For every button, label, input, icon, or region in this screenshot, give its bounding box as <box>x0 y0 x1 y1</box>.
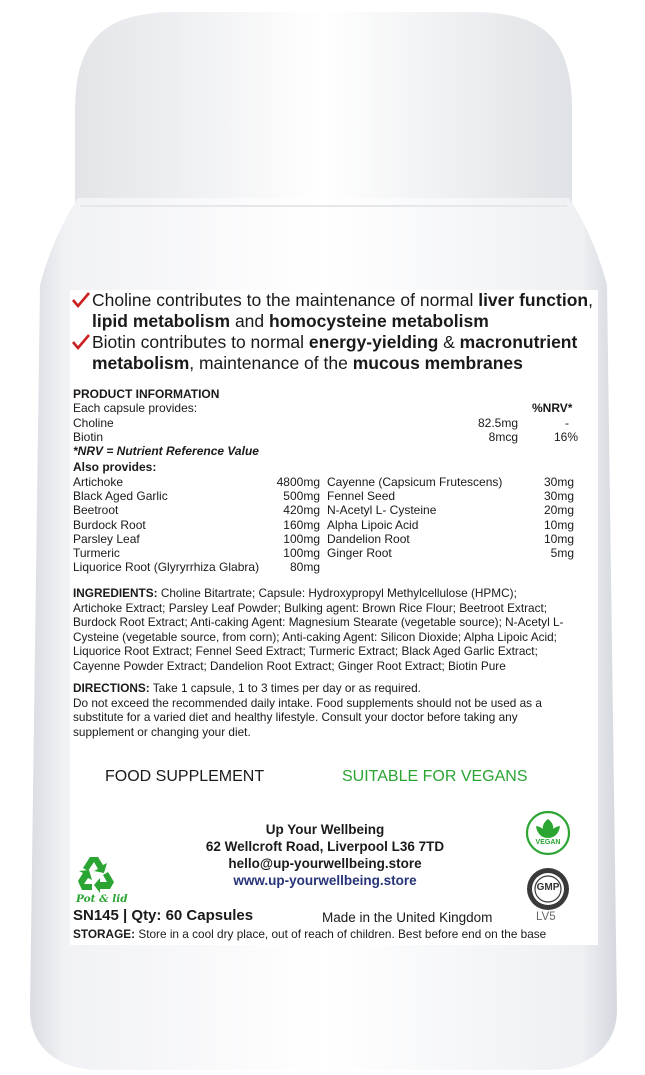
made-in-text: Made in the United Kingdom <box>322 910 493 925</box>
nutrient-row <box>73 430 578 444</box>
claim-bold-text: energy-yielding <box>308 332 439 352</box>
directions-line <box>73 681 573 696</box>
ingredient-amount: 20mg <box>543 503 574 518</box>
ingredient-name: Turmeric <box>73 545 120 560</box>
vegan-badge-label: VEGAN <box>535 839 561 846</box>
ingredient-amount: 160mg <box>283 517 320 532</box>
ingredient-amount: 10mg <box>543 531 574 546</box>
ingredient-row <box>73 503 320 517</box>
ingredients-line <box>73 630 573 645</box>
ingredients-line-text: Liquorice Root Extract; Fennel Seed Extract; Turmeric Extract; Black Aged Garlic Extract; <box>73 644 538 659</box>
directions-line <box>73 696 573 711</box>
product-label <box>70 290 598 945</box>
ingredient-amount: 100mg <box>283 531 320 546</box>
ingredient-amount: 80mg <box>289 560 320 575</box>
each-capsule-text: Each capsule provides: <box>73 401 198 415</box>
ingredient-name: Alpha Lipoic Acid <box>327 517 419 532</box>
ingredient-amount: 30mg <box>543 475 574 489</box>
ingredient-amount: 420mg <box>283 503 320 518</box>
nutrient-name: Biotin <box>73 430 104 444</box>
gmp-seal <box>526 867 570 911</box>
ingredients-line-text: Choline Bitartrate; Capsule: Hydroxypropyl Methylcellulose (HPMC); <box>157 586 517 600</box>
ingredient-row <box>73 518 320 532</box>
claim-bold-text: macronutrient <box>459 332 578 352</box>
also-provides-left-list <box>73 475 320 574</box>
storage-label: STORAGE: <box>73 927 136 941</box>
ingredients-label: INGREDIENTS: <box>73 586 158 600</box>
company-website: www.up-yourwellbeing.store <box>233 873 417 888</box>
nutrient-row <box>73 416 578 430</box>
nrv-header: %NRV* <box>532 401 573 415</box>
recycle-icon <box>74 853 118 893</box>
ingredients-line <box>73 601 573 616</box>
ingredients-line-text: Burdock Root Extract; Anti-caking Agent: Magnesium Stearate (vegetable source); N-Acetyl L- <box>73 615 564 630</box>
vegan-leaf-icon <box>525 810 571 856</box>
directions-label: DIRECTIONS: <box>73 681 150 695</box>
ingredient-name: Artichoke <box>73 475 124 489</box>
ingredients-line <box>73 615 573 630</box>
label-version: LV5 <box>536 911 556 923</box>
check-icon <box>72 333 90 351</box>
ingredient-name: Burdock Root <box>73 517 146 532</box>
claim-text-part: and <box>230 311 270 331</box>
nutrient-amount: 82.5mg <box>477 416 518 430</box>
nutrient-amount: 8mcg <box>488 430 518 444</box>
ingredient-amount: 100mg <box>283 545 320 560</box>
claim-text-part: & <box>438 332 460 352</box>
claim-text <box>92 332 602 374</box>
claim-bold-text: metabolism <box>92 353 190 373</box>
ingredient-amount: 4800mg <box>276 475 320 489</box>
ingredient-row <box>73 546 320 560</box>
ingredient-row <box>327 518 574 532</box>
ingredients-line-text: Cayenne Powder Extract; Dandelion Root Extract; Ginger Root Extract; Biotin Pure <box>73 658 506 673</box>
ingredient-name: N-Acetyl L- Cysteine <box>327 503 437 518</box>
company-email: hello@up-yourwellbeing.store <box>228 856 422 871</box>
vegan-suitable-text: SUITABLE FOR VEGANS <box>342 768 528 785</box>
ingredient-row <box>73 560 320 574</box>
ingredient-name: Dandelion Root <box>327 531 410 546</box>
sku-quantity: SN145 | Qty: 60 Capsules <box>73 907 254 924</box>
storage-instructions: Store in a cool dry place, out of reach of children. Best before end on the base <box>135 927 547 941</box>
nutrient-nrv: - <box>565 416 569 430</box>
ingredient-name: Beetroot <box>73 503 119 518</box>
claim-text <box>92 290 602 332</box>
ingredient-amount: 30mg <box>543 489 574 504</box>
also-provides-heading: Also provides: <box>73 460 157 474</box>
ingredient-name: Ginger Root <box>327 545 392 560</box>
claim-bold-text: lipid metabolism <box>92 311 231 331</box>
recycle-label: Pot & lid <box>76 893 128 905</box>
ingredient-row <box>73 475 320 489</box>
ingredients-line-text: Artichoke Extract; Parsley Leaf Powder; Bulking agent: Brown Rice Flour; Beetroot Extract; <box>73 600 548 615</box>
nrv-note: *NRV = Nutrient Reference Value <box>73 444 259 458</box>
ingredient-row <box>73 532 320 546</box>
claim-text-part: , maintenance of the <box>189 353 353 373</box>
ingredient-row <box>327 532 574 546</box>
ingredient-name: Fennel Seed <box>327 489 396 504</box>
ingredients-line-text: Cysteine (vegetable source, from corn); Anti-caking Agent: Silicon Dioxide; Alpha Lipoic Acid; <box>73 629 557 644</box>
company-name: Up Your Wellbeing <box>265 822 385 837</box>
claim-bold-text: liver function <box>478 290 589 310</box>
ingredient-row <box>327 475 574 489</box>
claim-text-part: , <box>588 290 593 310</box>
also-provides-right-list <box>327 475 574 560</box>
ingredient-amount: 500mg <box>283 489 320 504</box>
directions-line <box>73 725 573 740</box>
directions-line <box>73 710 573 725</box>
ingredient-name: Black Aged Garlic <box>73 489 168 504</box>
directions-line-text: Take 1 capsule, 1 to 3 times per day or as required. <box>149 681 421 695</box>
ingredient-amount: 10mg <box>543 517 574 532</box>
check-icon <box>72 291 90 309</box>
ingredient-amount: 5mg <box>550 545 574 560</box>
nutrient-nrv: 16% <box>553 430 578 444</box>
ingredients-line <box>73 659 573 674</box>
ingredient-name: Parsley Leaf <box>73 531 140 546</box>
ingredient-row <box>73 489 320 503</box>
ingredient-row <box>327 503 574 517</box>
claim-bold-text: homocysteine metabolism <box>269 311 489 331</box>
ingredient-row <box>327 546 574 560</box>
claim-bold-text: mucous membranes <box>352 353 523 373</box>
claim-text-part: Biotin contributes to normal <box>92 332 309 352</box>
ingredient-name: Cayenne (Capsicum Frutescens) <box>327 475 503 489</box>
directions-line-text: substitute for a varied diet and healthy lifestyle. Consult your doctor before taking any <box>73 710 518 725</box>
food-supplement-text: FOOD SUPPLEMENT <box>105 768 265 785</box>
ingredients-line <box>73 586 573 601</box>
product-info-heading: PRODUCT INFORMATION <box>73 387 220 401</box>
ingredient-row <box>327 489 574 503</box>
directions-text <box>73 681 573 739</box>
claim-text-part: Choline contributes to the maintenance of normal <box>92 290 479 310</box>
directions-line-text: Do not exceed the recommended daily intake. Food supplements should not be used as a <box>73 695 542 710</box>
vegan-badge <box>525 810 571 856</box>
ingredient-name: Liquorice Root (Glyryrrhiza Glabra) <box>73 560 260 575</box>
ingredients-line <box>73 644 573 659</box>
storage-text <box>73 927 593 941</box>
nutrient-name: Choline <box>73 416 114 430</box>
company-address: 62 Wellcroft Road, Liverpool L36 7TD <box>205 839 445 854</box>
gmp-label: GMP <box>536 882 560 893</box>
ingredients-text <box>73 586 573 674</box>
directions-line-text: supplement or changing your diet. <box>73 724 251 739</box>
